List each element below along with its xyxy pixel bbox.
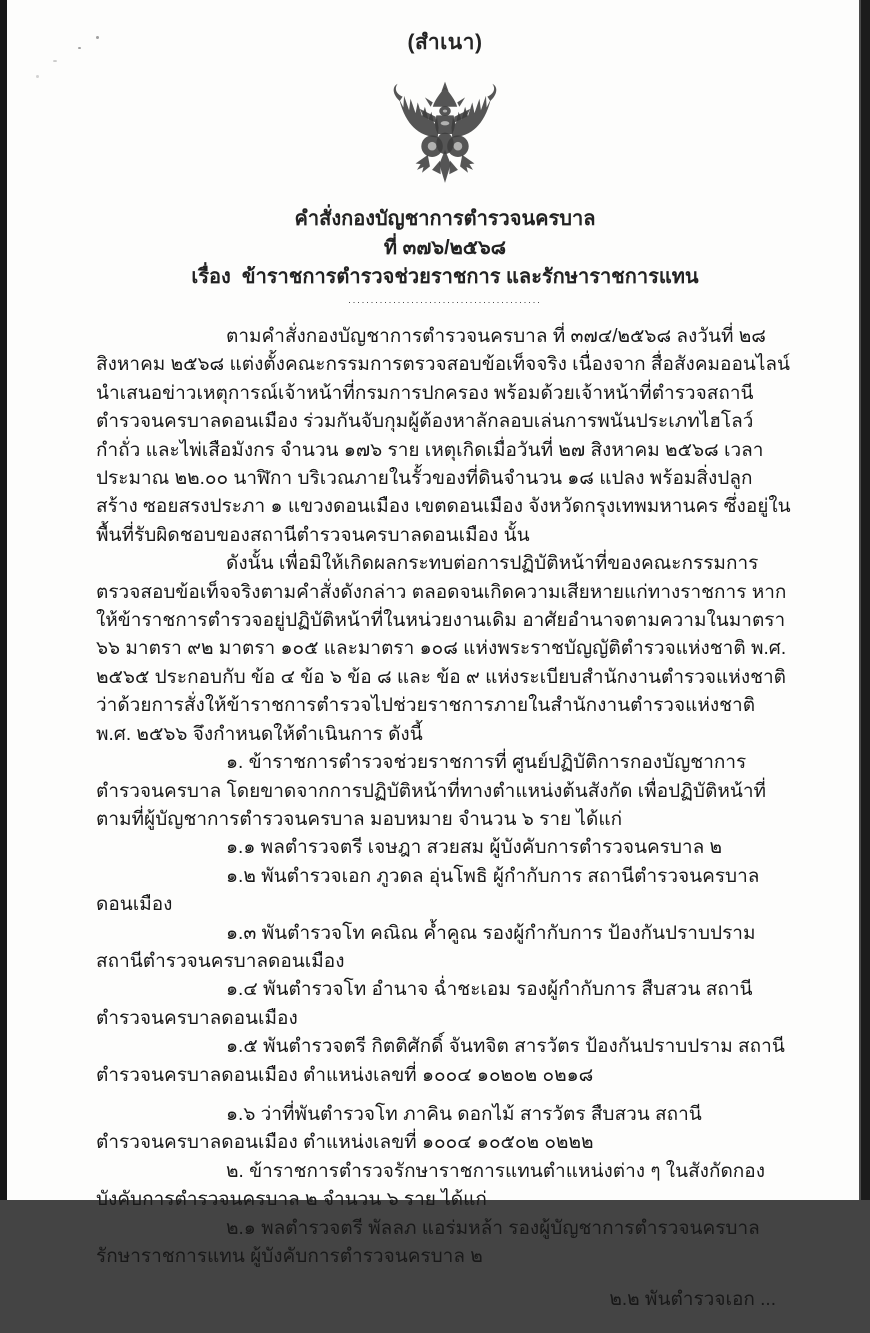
- intro-paragraph: ตามคำสั่งกองบัญชาการตำรวจนครบาล ที่ ๓๗๔/๒๕๖๘ ลงวันที่ ๒๘ สิงหาคม ๒๕๖๘ แต่งตั้งคณะกรรมการตรวจสอบข้อเท็จจริง เนื่องจาก สื่อสังคมออนไลน์ นำเสนอข่าวเหตุการณ์เจ้าหน้าที่กรมการปกครอง พร้อมด้วยเจ้าหน้าที่ตำรวจสถานีตำรวจนครบาลดอนเมือง ร่วมกันจับกุมผู้ต้องหาลักลอบเล่นการพนันประเภทไฮโลว์ กำถั่ว และไพ่เสือมังกร จำนวน ๑๗๖ ราย เหตุเกิดเมื่อวันที่ ๒๗ สิงหาคม ๒๕๖๘ เวลาประมาณ ๒๒.๐๐ นาฬิกา บริเวณภายในรั้วของที่ดินจำนวน ๑๘ แปลง พร้อมสิ่งปลูกสร้าง ซอยสรงประภา ๑ แขวงดอนเมือง เขตดอนเมือง จังหวัดกรุงเทพมหานคร ซึ่งอยู่ในพื้นที่รับผิดชอบของสถานีตำรวจนครบาลดอนเมือง นั้น: [96, 326, 791, 546]
- document-content: [96, 26, 794, 1333]
- order-subitem-1-3: ๑.๓ พันตำรวจโท คณิณ ค้ำคูณ รองผู้กำกับการ ป้องกันปราบปราม สถานีตำรวจนครบาลดอนเมือง: [96, 922, 756, 972]
- scan-speck: [36, 75, 39, 78]
- scan-edge-left: [0, 0, 7, 1200]
- document-title: คำสั่งกองบัญชาการตำรวจนครบาล: [294, 208, 596, 230]
- scan-speck: [53, 60, 57, 62]
- scan-edge-right: [859, 0, 870, 1200]
- order-subitem-1-2: ๑.๒ พันตำรวจเอก ภูวดล อุ่นโพธิ ผู้กำกับการ สถานีตำรวจนครบาลดอนเมือง: [96, 865, 760, 916]
- order-subitem-2-1: ๒.๑ พลตำรวจตรี พัลลภ แอร่มหล้า รองผู้บัญชาการตำรวจนครบาล รักษาราชการแทน ผู้บังคับการตำรวจนครบาล ๒: [96, 1217, 760, 1267]
- order-number: ที่ ๓๗๖/๒๕๖๘: [383, 237, 507, 259]
- order-item-2: ๒. ข้าราชการตำรวจรักษาราชการแทนตำแหน่งต่าง ๆ ในสังกัดกองบังคับการตำรวจนครบาล ๒ จำนวน ๖ ราย ได้แก่: [96, 1160, 765, 1211]
- continuation-marker: ๒.๒ พันตำรวจเอก ...: [609, 1289, 776, 1311]
- scan-speck: [78, 47, 81, 49]
- garuda-emblem: [366, 65, 524, 203]
- order-item-1: ๑. ข้าราชการตำรวจช่วยราชการที่ ศูนย์ปฏิบัติการกองบัญชาการตำรวจนครบาล โดยขาดจากการปฏิบัติหน้าที่ทางตำแหน่งต้นสังกัด เพื่อปฏิบัติหน้าที่ตามที่ผู้บัญชาการตำรวจนครบาล มอบหมาย จำนวน ๖ ราย ได้แก่: [96, 752, 767, 830]
- order-subitem-1-5: ๑.๕ พันตำรวจตรี กิตติศักดิ์ จันทจิต สารวัตร ป้องกันปราบปราม สถานีตำรวจนครบาลดอนเมือง ตำแหน่งเลขที่ ๑๐๐๔ ๑๐๒๐๒ ๐๒๑๘: [96, 1036, 785, 1086]
- copy-label: (สำเนา): [407, 31, 483, 54]
- subject-line: เรื่อง ข้าราชการตำรวจช่วยราชการ และรักษาราชการแทน: [191, 266, 699, 288]
- dotted-divider: ...........................................: [348, 295, 542, 305]
- order-subitem-1-1: ๑.๑ พลตำรวจตรี เจษฎา สวยสม ผู้บังคับการตำรวจนครบาล ๒: [226, 837, 723, 859]
- authority-paragraph: ดังนั้น เพื่อมิให้เกิดผลกระทบต่อการปฏิบัติหน้าที่ของคณะกรรมการตรวจสอบข้อเท็จจริงตามคำสั่งดังกล่าว ตลอดจนเกิดความเสียหายแก่ทางราชการ หากให้ข้าราชการตำรวจอยู่ปฏิบัติหน้าที่ในหน่วยงานเดิม อาศัยอำนาจตามความในมาตรา ๖๖ มาตรา ๙๒ มาตรา ๑๐๕ และมาตรา ๑๐๘ แห่งพระราชบัญญัติตำรวจแห่งชาติ พ.ศ. ๒๕๖๕ ประกอบกับ ข้อ ๔ ข้อ ๖ ข้อ ๘ และ ข้อ ๙ แห่งระเบียบสำนักงานตำรวจแห่งชาติว่าด้วยการสั่งให้ข้าราชการตำรวจไปช่วยราชการภายในสำนักงานตำรวจแห่งชาติ พ.ศ. ๒๕๖๖ จึงกำหนดให้ดำเนินการ ดังนี้: [96, 553, 787, 745]
- order-subitem-1-6: ๑.๖ ว่าที่พันตำรวจโท ภาคิน ดอกไม้ สารวัตร สืบสวน สถานีตำรวจนครบาลดอนเมือง ตำแหน่งเลขที่ ๑๐๐๔ ๑๐๕๐๒ ๐๒๒๒: [96, 1103, 702, 1154]
- document-body: [96, 323, 794, 1314]
- order-subitem-1-4: ๑.๔ พันตำรวจโท อำนาจ ฉ่ำชะเอม รองผู้กำกับการ สืบสวน สถานีตำรวจนครบาลดอนเมือง: [96, 979, 753, 1029]
